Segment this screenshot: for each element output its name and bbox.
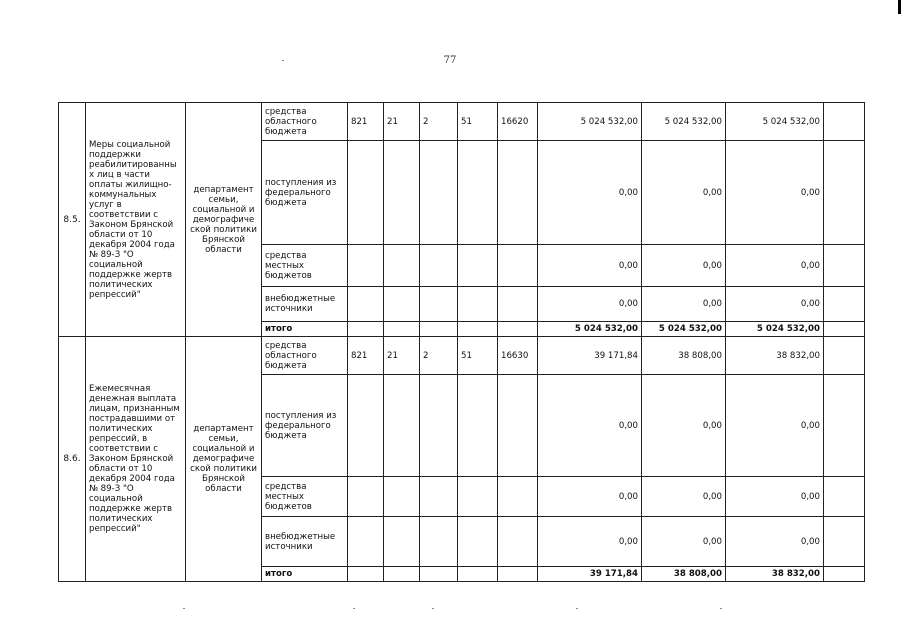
empty-cell [824, 245, 865, 287]
source-label: внебюджетные источники [262, 287, 348, 322]
amount-year-1: 39 171,84 [538, 337, 642, 375]
source-label: поступления из федерального бюджета [262, 375, 348, 477]
kbk-code: 21 [384, 103, 420, 141]
kbk-code: 16620 [498, 103, 538, 141]
source-label: средства областного бюджета [262, 103, 348, 141]
department-name: департамент семьи, социальной и демографиче ской политики Брянской области [186, 337, 262, 582]
total-year-2: 5 024 532,00 [642, 322, 726, 337]
measure-name: Ежемесячная денежная выплата лицам, признанным пострадавшими от политических репрессий, в соответствии с Законом Брянской области от 10 декабря 2004 года № 89-З "О социальной поддержке жертв политических репрессий" [86, 337, 186, 582]
total-year-3: 38 832,00 [726, 567, 824, 582]
row-code: 8.5. [59, 103, 86, 337]
amount-year-3: 38 832,00 [726, 337, 824, 375]
kbk-code: 51 [458, 337, 498, 375]
empty-cell [824, 375, 865, 477]
amount-year-3: 0,00 [726, 245, 824, 287]
row-code: 8.6. [59, 337, 86, 582]
amount-year-3: 5 024 532,00 [726, 103, 824, 141]
source-label: внебюджетные источники [262, 517, 348, 567]
amount-year-1: 5 024 532,00 [538, 103, 642, 141]
total-year-3: 5 024 532,00 [726, 322, 824, 337]
amount-year-2: 0,00 [642, 517, 726, 567]
scan-speck [576, 608, 578, 609]
edge-mark [898, 0, 901, 14]
amount-year-2: 0,00 [642, 375, 726, 477]
amount-year-1: 0,00 [538, 517, 642, 567]
scan-speck [282, 60, 284, 61]
amount-year-1: 0,00 [538, 477, 642, 517]
empty-cell [824, 103, 865, 141]
kbk-code: 821 [348, 337, 384, 375]
total-year-1: 39 171,84 [538, 567, 642, 582]
scan-speck [432, 608, 434, 609]
empty-cell [824, 141, 865, 245]
scan-speck [183, 608, 185, 609]
budget-table [58, 102, 865, 582]
amount-year-2: 0,00 [642, 477, 726, 517]
source-label: средства областного бюджета [262, 337, 348, 375]
kbk-code: 51 [458, 103, 498, 141]
empty-cell [824, 287, 865, 322]
empty-cell [824, 337, 865, 375]
page-number: 77 [443, 55, 457, 66]
total-label: итого [262, 567, 348, 582]
empty-cell [824, 477, 865, 517]
amount-year-3: 0,00 [726, 477, 824, 517]
amount-year-2: 0,00 [642, 141, 726, 245]
amount-year-2: 5 024 532,00 [642, 103, 726, 141]
amount-year-3: 0,00 [726, 517, 824, 567]
source-label: средства местных бюджетов [262, 477, 348, 517]
source-label: поступления из федерального бюджета [262, 141, 348, 245]
kbk-code: 2 [420, 337, 458, 375]
scan-speck [720, 608, 722, 609]
amount-year-2: 0,00 [642, 245, 726, 287]
empty-cell [824, 567, 865, 582]
amount-year-2: 38 808,00 [642, 337, 726, 375]
measure-name: Меры социальной поддержки реабилитированны х лиц в части оплаты жилищно- коммунальных услуг в соответствии с Законом Брянской области от 10 декабря 2004 года № 89-З "О социальной поддержке жертв политических репрессий" [86, 103, 186, 337]
table-row [59, 337, 865, 375]
kbk-code: 821 [348, 103, 384, 141]
amount-year-1: 0,00 [538, 375, 642, 477]
amount-year-1: 0,00 [538, 245, 642, 287]
amount-year-2: 0,00 [642, 287, 726, 322]
kbk-code: 16630 [498, 337, 538, 375]
amount-year-1: 0,00 [538, 287, 642, 322]
empty-cell [824, 322, 865, 337]
department-name: департамент семьи, социальной и демографиче ской политики Брянской области [186, 103, 262, 337]
total-year-2: 38 808,00 [642, 567, 726, 582]
total-year-1: 5 024 532,00 [538, 322, 642, 337]
kbk-code: 21 [384, 337, 420, 375]
kbk-code: 2 [420, 103, 458, 141]
empty-cell [824, 517, 865, 567]
amount-year-3: 0,00 [726, 141, 824, 245]
source-label: средства местных бюджетов [262, 245, 348, 287]
scan-speck [353, 608, 355, 609]
amount-year-1: 0,00 [538, 141, 642, 245]
table-row [59, 103, 865, 141]
total-label: итого [262, 322, 348, 337]
amount-year-3: 0,00 [726, 287, 824, 322]
amount-year-3: 0,00 [726, 375, 824, 477]
